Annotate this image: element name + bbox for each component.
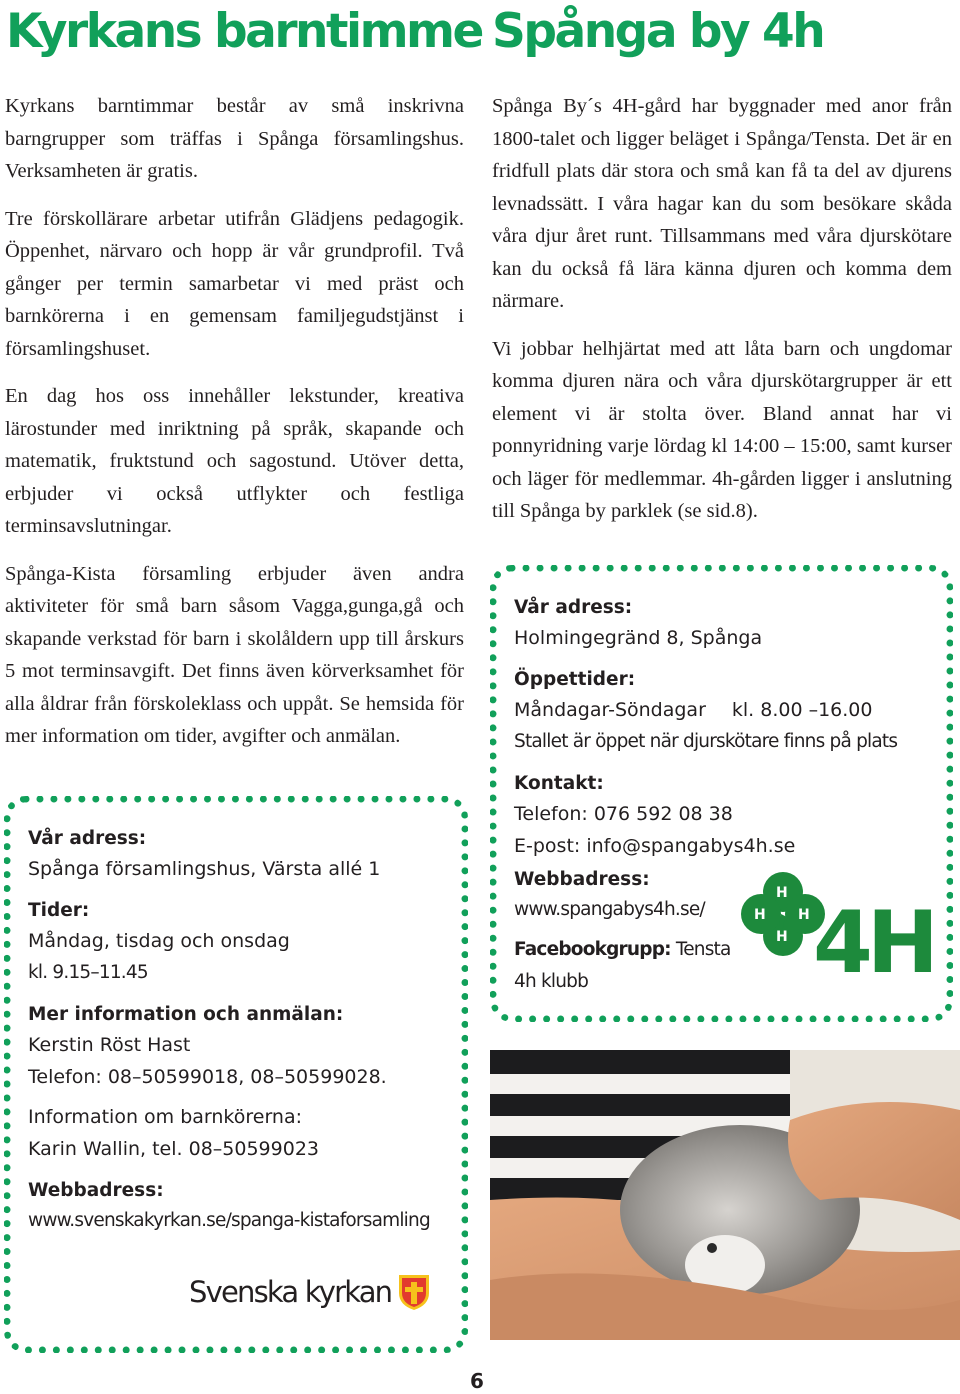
facebook-label: Facebookgrupp: [514,939,671,960]
web-link[interactable]: www.svenskakyrkan.se/spanga-kistaforsamling [28,1210,430,1231]
svenska-kyrkan-logo-text: Svenska kyrkan [189,1275,392,1309]
choir-info: Information om barnkörerna: [28,1106,303,1128]
facebook-group[interactable]: Tensta [675,939,731,960]
svg-text:H: H [776,929,788,945]
times-label: Tider: [28,900,90,921]
left-title: Kyrkans barntimme [6,4,482,59]
svg-text:H: H [798,907,810,923]
svg-text:H: H [776,885,788,901]
hours-label: Öppettider: [514,669,636,690]
right-paragraph: Vi jobbar helhjärtat med att låta barn och ungdomar komma djuren nära och våra djurskötargrupper är ett element vi är stolta över. Bland annat har vi ponnyridning varje lördag kl 14:00 – 15:00, samt kurser och läger för medlemmar. 4h-gården ligger i anslutning till Spånga by parklek (se sid.8). [492,337,952,522]
web-link[interactable]: www.spangabys4h.se/ [514,899,705,920]
web-label: Webbadress: [514,869,650,890]
right-paragraph: Spånga By´s 4H-gård har byggnader med anor från 1800-talet och ligger beläget i Spånga/Tensta. Det är en fridfull plats där stora och små kan få ta del av djurens levnadssätt. I våra hagar kan du som besökare skåda våra djur året runt. Tillsammans med våra djurskötare kan du också få lära känna djuren och komma dem närmare. [492,95,952,312]
address-value: Spånga församlingshus, Värsta allé 1 [28,858,381,880]
address-label: Vår adress: [28,828,147,849]
address-value: Holmingegränd 8, Spånga [514,627,763,649]
church-info-box [4,796,468,1353]
left-paragraph: En dag hos oss innehåller lekstunder, kreativa lärostunder med inriktning på språk, skapande och matematik, fruktstund och sagostund. Utöver detta, erbjuder vi också utflykter och festliga terminsavslutningar. [5,385,464,537]
hours-row [514,694,936,726]
left-paragraph: Kyrkans barntimmar består av små inskrivna barngrupper som träffas i Spånga församlingshus. Verksamheten är gratis. [5,95,464,182]
left-paragraph: Tre förskollärare arbetar utifrån Glädjens pedagogik. Öppenhet, närvaro och hopp är vår grundprofil. Två gånger per termin samarbetar vi med präst och barnkörerna i en gemensam familjegudstjänst i församlingshuset. [5,207,464,360]
left-body-text [5,90,464,768]
4h-logo-text: 4H [813,893,933,993]
right-body-text [492,90,952,543]
contact-name: Kerstin Röst Hast [28,1034,191,1056]
child-with-guinea-pig-photo [490,1050,960,1340]
contact-phone: Telefon: 08–50599018, 08–50599028. [28,1066,387,1088]
4h-clover-logo [747,862,933,993]
svg-text:H: H [754,907,766,923]
times-days: Måndag, tisdag och onsdag [28,930,290,952]
hours-time: kl. 8.00 –16.00 [731,699,873,721]
address-label: Vår adress: [514,597,633,618]
svenska-kyrkan-logo [189,1273,431,1311]
facebook-group-cont: 4h klubb [514,971,589,992]
right-title: Spånga by 4h [492,4,824,59]
email[interactable]: E-post: info@spangabys4h.se [514,835,796,857]
page-number: 6 [470,1369,484,1393]
hours-days: Måndagar-Söndagar [514,699,706,721]
times-hours: kl. 9.15–11.45 [28,962,148,983]
stable-note: Stallet är öppet när djurskötare finns på plats [514,731,898,752]
farm-info-box [490,565,953,1022]
church-shield-icon [397,1273,431,1311]
phone: Telefon: 076 592 08 38 [514,803,733,825]
left-paragraph: Spånga-Kista församling erbjuder även andra aktiviteter för små barn såsom Vagga,gunga,gå och skapande verkstad för barn i skolåldern upp till årskurs 5 mot terminsavgift. Det finns även körverksamhet för alla åldrar från förskoleklass och uppåt. Se hemsida för mer information om tider, avgifter och anmälan. [5,562,464,747]
web-label: Webbadress: [28,1180,164,1201]
info-label: Mer information och anmälan: [28,1004,344,1025]
contact-label: Kontakt: [514,773,604,794]
choir-contact: Karin Wallin, tel. 08–50599023 [28,1138,319,1160]
